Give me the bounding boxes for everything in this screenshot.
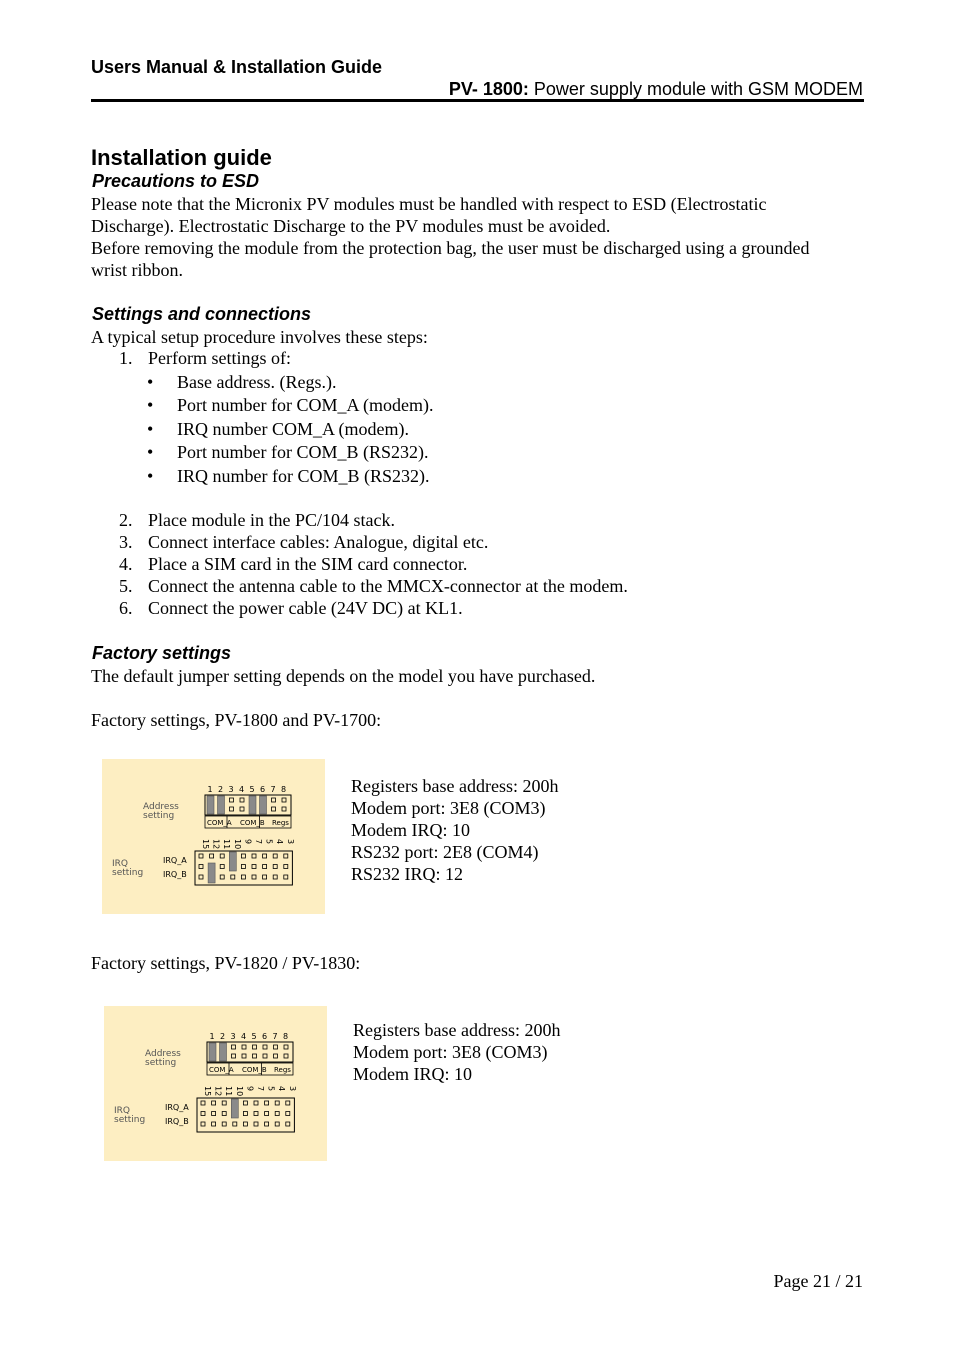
irq-label: setting: [114, 1115, 146, 1125]
irq-number: 7: [256, 1086, 265, 1092]
list-item: 6. Connect the power cable (24V DC) at KL1.: [119, 598, 463, 618]
pin-number: 1: [209, 1032, 215, 1041]
pin-number: 8: [281, 785, 287, 794]
address-label: Address: [145, 1049, 181, 1059]
jumper-cap: [220, 1043, 227, 1061]
info-line: RS232 port: 2E8 (COM4): [351, 842, 539, 862]
jumper-diagram-1: [102, 759, 325, 914]
pin: [220, 875, 224, 879]
jumper-diagram-svg: [104, 1006, 327, 1161]
pin-number: 7: [270, 785, 276, 794]
pin: [222, 1122, 226, 1126]
pin-number: 2: [220, 1032, 226, 1041]
figure-caption: Factory settings, PV-1820 / PV-1830:: [91, 953, 361, 973]
com-a-label: COM_A: [209, 1066, 234, 1074]
list-item: 5. Connect the antenna cable to the MMCX-connector at the modem.: [119, 576, 628, 596]
info-line: Modem IRQ: 10: [353, 1064, 472, 1084]
pin: [282, 798, 286, 802]
pin: [272, 807, 276, 811]
pin: [253, 1054, 257, 1058]
pin-number: 3: [230, 1032, 236, 1041]
irq-numbers: [203, 1086, 297, 1096]
esd-line: wrist ribbon.: [91, 260, 183, 280]
bullet-item: • Base address. (Regs.).: [147, 372, 337, 392]
pin: [265, 1122, 269, 1126]
pin: [220, 865, 224, 869]
address-label: setting: [145, 1058, 177, 1068]
pin-number: 4: [239, 785, 245, 794]
pin: [274, 1054, 278, 1058]
pin: [230, 807, 234, 811]
jumper-diagram-svg: [102, 759, 325, 914]
info-line: Modem port: 3E8 (COM3): [351, 798, 546, 818]
product-description: Power supply module with GSM MODEM: [528, 79, 863, 99]
top-numbers: [210, 1032, 289, 1041]
pin: [254, 1101, 258, 1105]
bullet-item: • Port number for COM_A (modem).: [147, 395, 434, 415]
irq-b-label: IRQ_B: [163, 870, 187, 879]
pin-number: 6: [262, 1032, 268, 1041]
pin: [254, 1112, 258, 1116]
irq-a-label: IRQ_A: [165, 1103, 189, 1112]
irq-number: 15: [203, 1086, 212, 1097]
pin-number: 6: [260, 785, 266, 794]
settings-intro: A typical setup procedure involves these steps:: [91, 327, 428, 347]
jumper-cap: [249, 796, 256, 814]
pin: [265, 1101, 269, 1105]
pin: [275, 1122, 279, 1126]
pin: [263, 1045, 267, 1049]
pin: [273, 854, 277, 858]
pin-number: 4: [241, 1032, 247, 1041]
page-heading: Installation guide: [91, 145, 272, 170]
jumper-cap: [231, 1099, 238, 1118]
info-line: Modem port: 3E8 (COM3): [353, 1042, 548, 1062]
jumper-cap: [207, 796, 214, 814]
pin-number: 3: [228, 785, 234, 794]
pin: [241, 865, 245, 869]
pin: [282, 807, 286, 811]
irq-number: 11: [224, 1086, 234, 1097]
pin: [233, 1122, 237, 1126]
irq-number: 9: [243, 839, 253, 845]
pin: [284, 1045, 288, 1049]
pin: [241, 875, 245, 879]
pin: [273, 875, 277, 879]
pin: [263, 1054, 267, 1058]
pin: [254, 1122, 258, 1126]
pin: [272, 798, 276, 802]
pin-number: 1: [207, 785, 213, 794]
pin: [286, 1101, 290, 1105]
pin: [201, 1112, 205, 1116]
address-label: setting: [143, 811, 175, 821]
pin: [275, 1101, 279, 1105]
irq-header: [195, 851, 292, 885]
pin: [263, 865, 267, 869]
pin: [222, 1112, 226, 1116]
product-subtitle: [449, 79, 863, 100]
bullet-item: • Port number for COM_B (RS232).: [147, 442, 429, 462]
irq-number: 12: [213, 1086, 223, 1097]
irq-header: [197, 1098, 294, 1132]
top-numbers: [208, 785, 287, 794]
pin: [231, 875, 235, 879]
list-item: 2. Place module in the PC/104 stack.: [119, 510, 395, 530]
irq-number: 12: [211, 839, 221, 850]
info-line: Registers base address: 200h: [351, 776, 559, 796]
pin: [201, 1122, 205, 1126]
factory-info-2: [353, 1019, 560, 1085]
irq-numbers: [201, 839, 295, 849]
pin: [284, 865, 288, 869]
pin: [252, 875, 256, 879]
factory-heading: Factory settings: [92, 643, 232, 663]
pin: [212, 1101, 216, 1105]
pin: [232, 1054, 236, 1058]
pin: [284, 875, 288, 879]
pin: [252, 854, 256, 858]
pin: [243, 1122, 247, 1126]
esd-heading: Precautions to ESD: [92, 171, 260, 191]
list-item: 3. Connect interface cables: Analogue, digital etc.: [119, 532, 489, 552]
esd-line: Discharge). Electrostatic Discharge to the PV modules must be avoided.: [91, 216, 611, 236]
info-line: Registers base address: 200h: [353, 1020, 561, 1040]
header-divider: [91, 99, 864, 102]
jumper-diagram-2: [104, 1006, 327, 1161]
jumper-cap: [260, 796, 267, 814]
irq-number: 3: [285, 839, 295, 845]
irq-number: 4: [275, 839, 285, 845]
jumper-cap: [208, 863, 215, 883]
pin: [243, 1101, 247, 1105]
document-title: Users Manual & Installation Guide: [91, 57, 383, 77]
pin: [210, 854, 214, 858]
pin: [263, 875, 267, 879]
jumper-cap: [218, 796, 225, 814]
pin: [284, 1054, 288, 1058]
bullet-item: • IRQ number COM_A (modem).: [147, 419, 409, 439]
list-item: 4. Place a SIM card in the SIM card connector.: [119, 554, 468, 574]
pin: [230, 798, 234, 802]
pin: [274, 1045, 278, 1049]
pin: [242, 1054, 246, 1058]
pin: [212, 1122, 216, 1126]
pin-number: 2: [218, 785, 224, 794]
pin: [242, 1045, 246, 1049]
pin: [199, 865, 203, 869]
pin-number: 8: [283, 1032, 289, 1041]
pin: [232, 1045, 236, 1049]
pin: [273, 865, 277, 869]
com-b-label: COM_B: [240, 819, 265, 827]
info-line: Modem IRQ: 10: [351, 820, 470, 840]
irq-number: 4: [277, 1086, 287, 1092]
com-a-label: COM_A: [207, 819, 232, 827]
pin: [201, 1101, 205, 1105]
jumper-cap: [209, 1043, 216, 1061]
list-item: 1. Perform settings of:: [119, 348, 291, 368]
irq-number: 9: [245, 1086, 255, 1092]
irq-b-label: IRQ_B: [165, 1117, 189, 1126]
regs-label: Regs: [274, 1066, 291, 1074]
irq-number: 3: [287, 1086, 297, 1092]
irq-a-label: IRQ_A: [163, 856, 187, 865]
pin: [199, 854, 203, 858]
pin: [284, 854, 288, 858]
pin: [212, 1112, 216, 1116]
esd-paragraph: [91, 193, 881, 281]
com-b-label: COM_B: [242, 1066, 267, 1074]
pin: [241, 854, 245, 858]
pin: [243, 1112, 247, 1116]
page-number: Page 21 / 21: [773, 1271, 863, 1291]
irq-number: 10: [234, 1086, 244, 1097]
irq-number: 5: [266, 1086, 276, 1092]
pin-number: 5: [249, 785, 255, 794]
pin: [222, 1101, 226, 1105]
pin: [240, 798, 244, 802]
esd-line: Before removing the module from the protection bag, the user must be discharged using a grounded: [91, 238, 810, 258]
regs-label: Regs: [272, 819, 289, 827]
pin: [252, 865, 256, 869]
factory-info-1: [351, 775, 558, 885]
pin: [263, 854, 267, 858]
esd-line: Please note that the Micronix PV modules must be handled with respect to ESD (Electrostatic: [91, 194, 767, 214]
figure-caption: Factory settings, PV-1800 and PV-1700:: [91, 710, 382, 730]
settings-heading: Settings and connections: [92, 304, 312, 324]
pin: [240, 807, 244, 811]
info-line: RS232 IRQ: 12: [351, 864, 464, 884]
jumper-cap: [229, 852, 236, 871]
pin: [286, 1122, 290, 1126]
pin: [199, 875, 203, 879]
pin-number: 7: [272, 1032, 278, 1041]
irq-number: 7: [254, 839, 263, 845]
irq-number: 15: [201, 839, 210, 850]
address-label: Address: [143, 802, 179, 812]
product-code: PV- 1800:: [448, 79, 529, 99]
irq-label: setting: [112, 868, 144, 878]
irq-label: IRQ: [112, 859, 128, 869]
irq-number: 11: [222, 839, 232, 850]
irq-number: 5: [264, 839, 274, 845]
irq-number: 10: [232, 839, 242, 850]
pin-number: 5: [251, 1032, 257, 1041]
bullet-item: • IRQ number for COM_B (RS232).: [147, 466, 430, 486]
pin: [253, 1045, 257, 1049]
pin: [286, 1112, 290, 1116]
pin: [265, 1112, 269, 1116]
pin: [275, 1112, 279, 1116]
factory-intro: The default jumper setting depends on the model you have purchased.: [91, 666, 596, 686]
irq-label: IRQ: [114, 1106, 130, 1116]
pin: [220, 854, 224, 858]
